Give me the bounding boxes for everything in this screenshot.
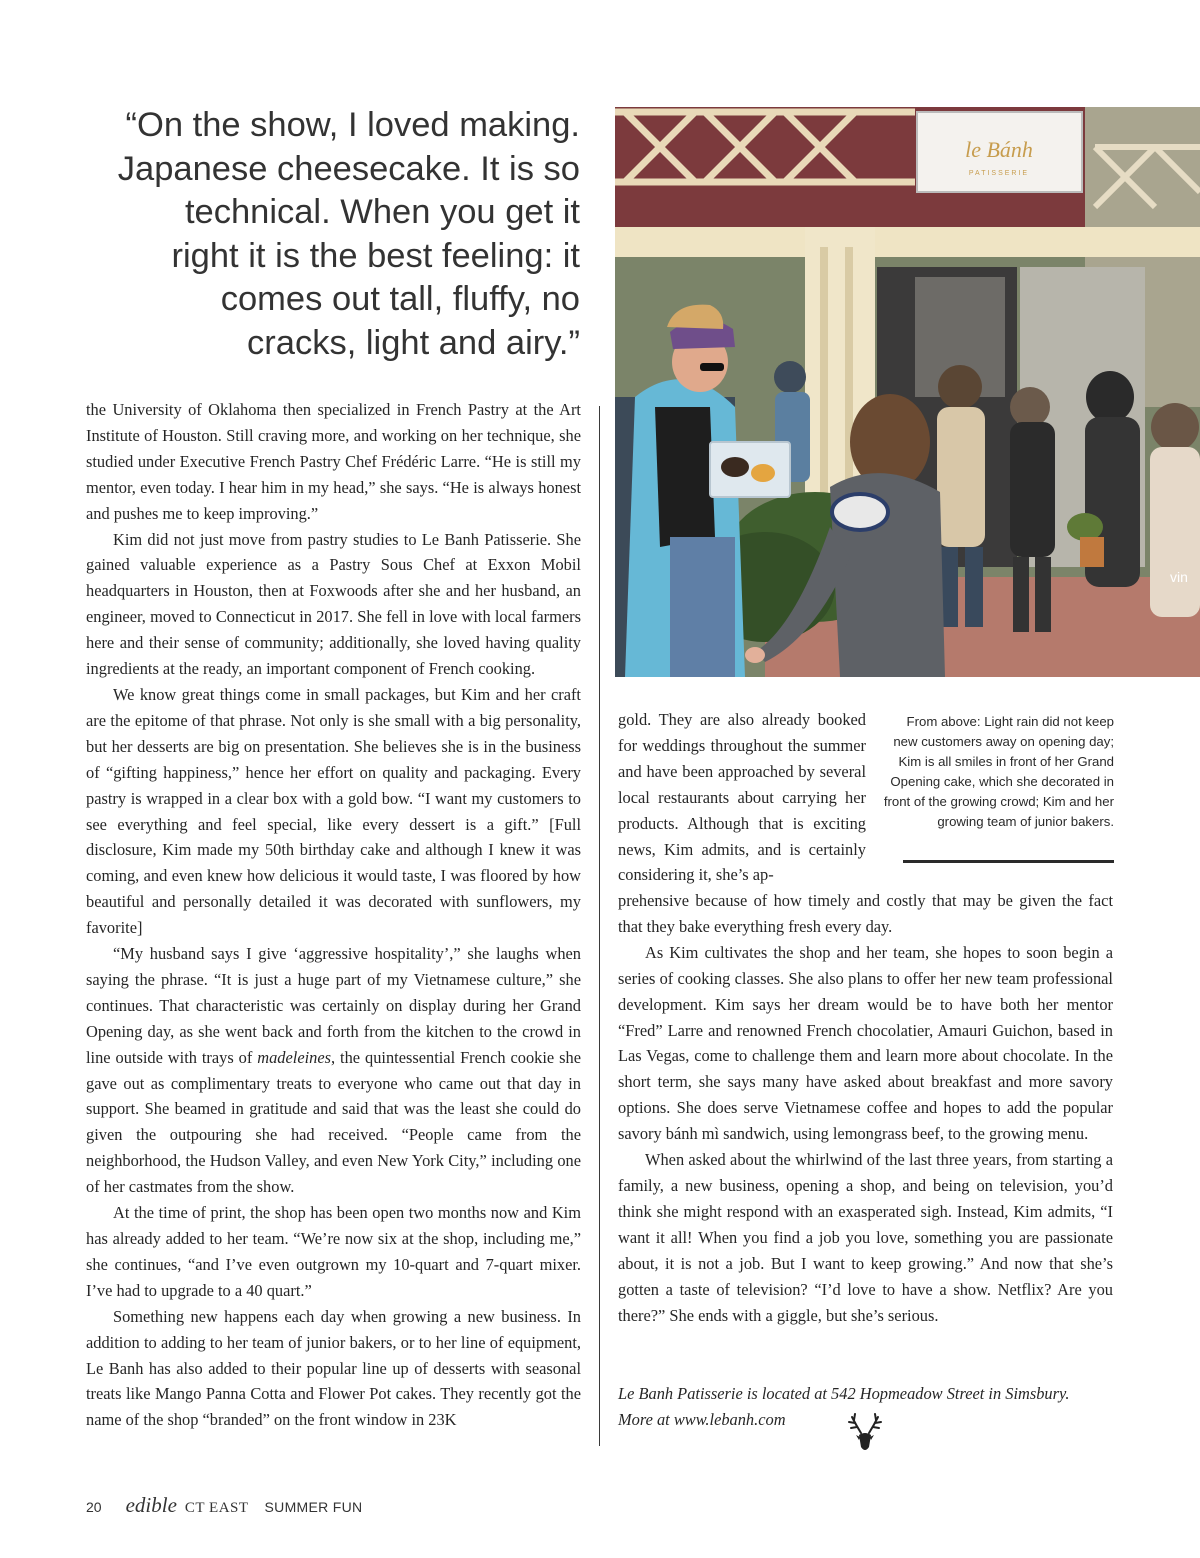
credit-location: Le Banh Patisserie is located at 542 Hopmeadow Street in Simsbury. (618, 1384, 1070, 1403)
credit-website: More at www.lebanh.com (618, 1409, 786, 1429)
paragraph: “My husband says I give ‘aggressive hospitality’,” she laughs when saying the phrase. “It is just a huge part of my Vietnamese culture,” she continues. That characteristic was certainly on display during her Grand Opening day, as she went back and forth from the kitchen to the crowd in line outside with trays of madeleines, the quintessential French cookie she gave out as complimentary treats to everyone who came out that day in support. She beamed in gratitude and said that was the least she could do given the outpouring she had received. “People came from the neighborhood, the Hudson Valley, and even New York City,” including one of her castmates from the show. (86, 944, 581, 1197)
paragraph: Kim did not just move from pastry studies to Le Banh Patisserie. She gained valuable experience as a Pastry Sous Chef at Exxon Mobil headquarters in Houston, then at Foxwoods after she and her husband, an engineer, moved to Connecticut in 2017. She fell in love with local farmers here and their sense of community; additionally, she loved having quality ingredients at the ready, an important component of French cooking. (86, 529, 581, 679)
paragraph: When asked about the whirlwind of the last three years, from starting a family, a new business, opening a shop, and being on television, you’d think she might respond with an exasperated sigh. Instead, Kim admits, “I want it all! When you find a job you love, something you are passionate about, it is not a job. But I want to keep growing.” And now that she’s gotten a taste of television? “I’d love to have a show. Netflix? Are you there?” She ends with a giggle, but she’s serious. (618, 1150, 1113, 1325)
storefront-photo (615, 107, 1200, 677)
paragraph: prehensive because of how timely and costly that may be given the fact that they bake everything fresh every day. (618, 891, 1113, 936)
page-footer (86, 1493, 362, 1515)
article-column-right (618, 888, 1113, 1328)
italic-term: madeleines (257, 1047, 331, 1067)
apron-text: vin (1170, 569, 1188, 585)
paragraph: gold. They are also already booked for weddings throughout the summer and have been approached by several local restaurants about carrying her products. Although that is exciting news, Kim admits, and is certainly considering it, she’s ap- (618, 710, 866, 885)
paragraph: the University of Oklahoma then specialized in French Pastry at the Art Institute of Houston. Still craving more, and working on her technique, she studied under Executive French Pastry Chef Frédéric Larre. “He is still my mentor, even today. I hear him in my head,” she says. “He is always honest and pushes me to keep improving.” (86, 400, 581, 523)
column-divider (599, 406, 600, 1446)
magazine-brand: edible (125, 1493, 177, 1517)
page-number: 20 (86, 1499, 102, 1515)
paragraph: At the time of print, the shop has been open two months now and Kim has already added to her team. “We’re now six at the shop, including me,” she continues, “and I’ve even outgrown my 10-quart and 7-quart mixer. I’ve had to upgrade to a 40 quart.” (86, 1203, 581, 1300)
pull-quote: “On the show, I loved making. Japanese cheesecake. It is so technical. When you get it right it is the best feeling: it comes out tall, fluffy, no cracks, light and airy.” (117, 106, 580, 362)
sign-subtitle: PATISSERIE (968, 170, 1030, 177)
magazine-region: CT EAST (184, 1500, 249, 1516)
deer-head-icon (846, 1413, 884, 1455)
sign-name: le Bánh (965, 137, 1033, 162)
paragraph: We know great things come in small packages, but Kim and her craft are the epitome of that phrase. Not only is she small with a big personality, but her desserts are big on presentation. She believes she is in the business of “gifting happiness,” hence her effort on quality and packaging. Every pastry is wrapped in a clear box with a gold bow. “I want my customers to see everything and feel special, like every dessert is a gift.” [Full disclosure, Kim made my 50th birthday cake and although I knew it was coming, and even knew how delicious it would taste, I was floored by how beautiful and personally detailed it was decorated with sunflowers, my favorite] (86, 684, 581, 938)
paragraph: As Kim cultivates the shop and her team, she hopes to soon begin a series of cooking classes. She also plans to offer her new team professional development. Kim says her dream would be to have both her mentor “Fred” Larre and renowned French chocolatier, Amauri Guichon, based in Las Vegas, come to challenge them and learn more about chocolate. In the short term, she says many have asked about breakfast and more savory options. She does serve Vietnamese coffee and hopes to add the popular savory bánh mì sandwich, using lemongrass beef, to the growing menu. (618, 942, 1113, 1144)
article-column-right-narrow (618, 707, 866, 888)
photo-caption: From above: Light rain did not keep new customers away on opening day; Kim is all smiles in front of her Grand Opening cake, which she decorated in front of the growing crowd; Kim and her growing team of junior bakers. (883, 714, 1114, 829)
issue-name: SUMMER FUN (264, 1499, 363, 1515)
paragraph: Something new happens each day when growing a new business. In addition to adding to her team of junior bakers, or to her line of equipment, Le Banh has also added to their popular line up of desserts with seasonal treats like Mango Panna Cotta and Flower Pot cakes. They recently got the name of the shop “branded” on the front window in 23K (86, 1306, 581, 1430)
caption-rule (903, 860, 1114, 863)
article-column-left (86, 397, 581, 1433)
